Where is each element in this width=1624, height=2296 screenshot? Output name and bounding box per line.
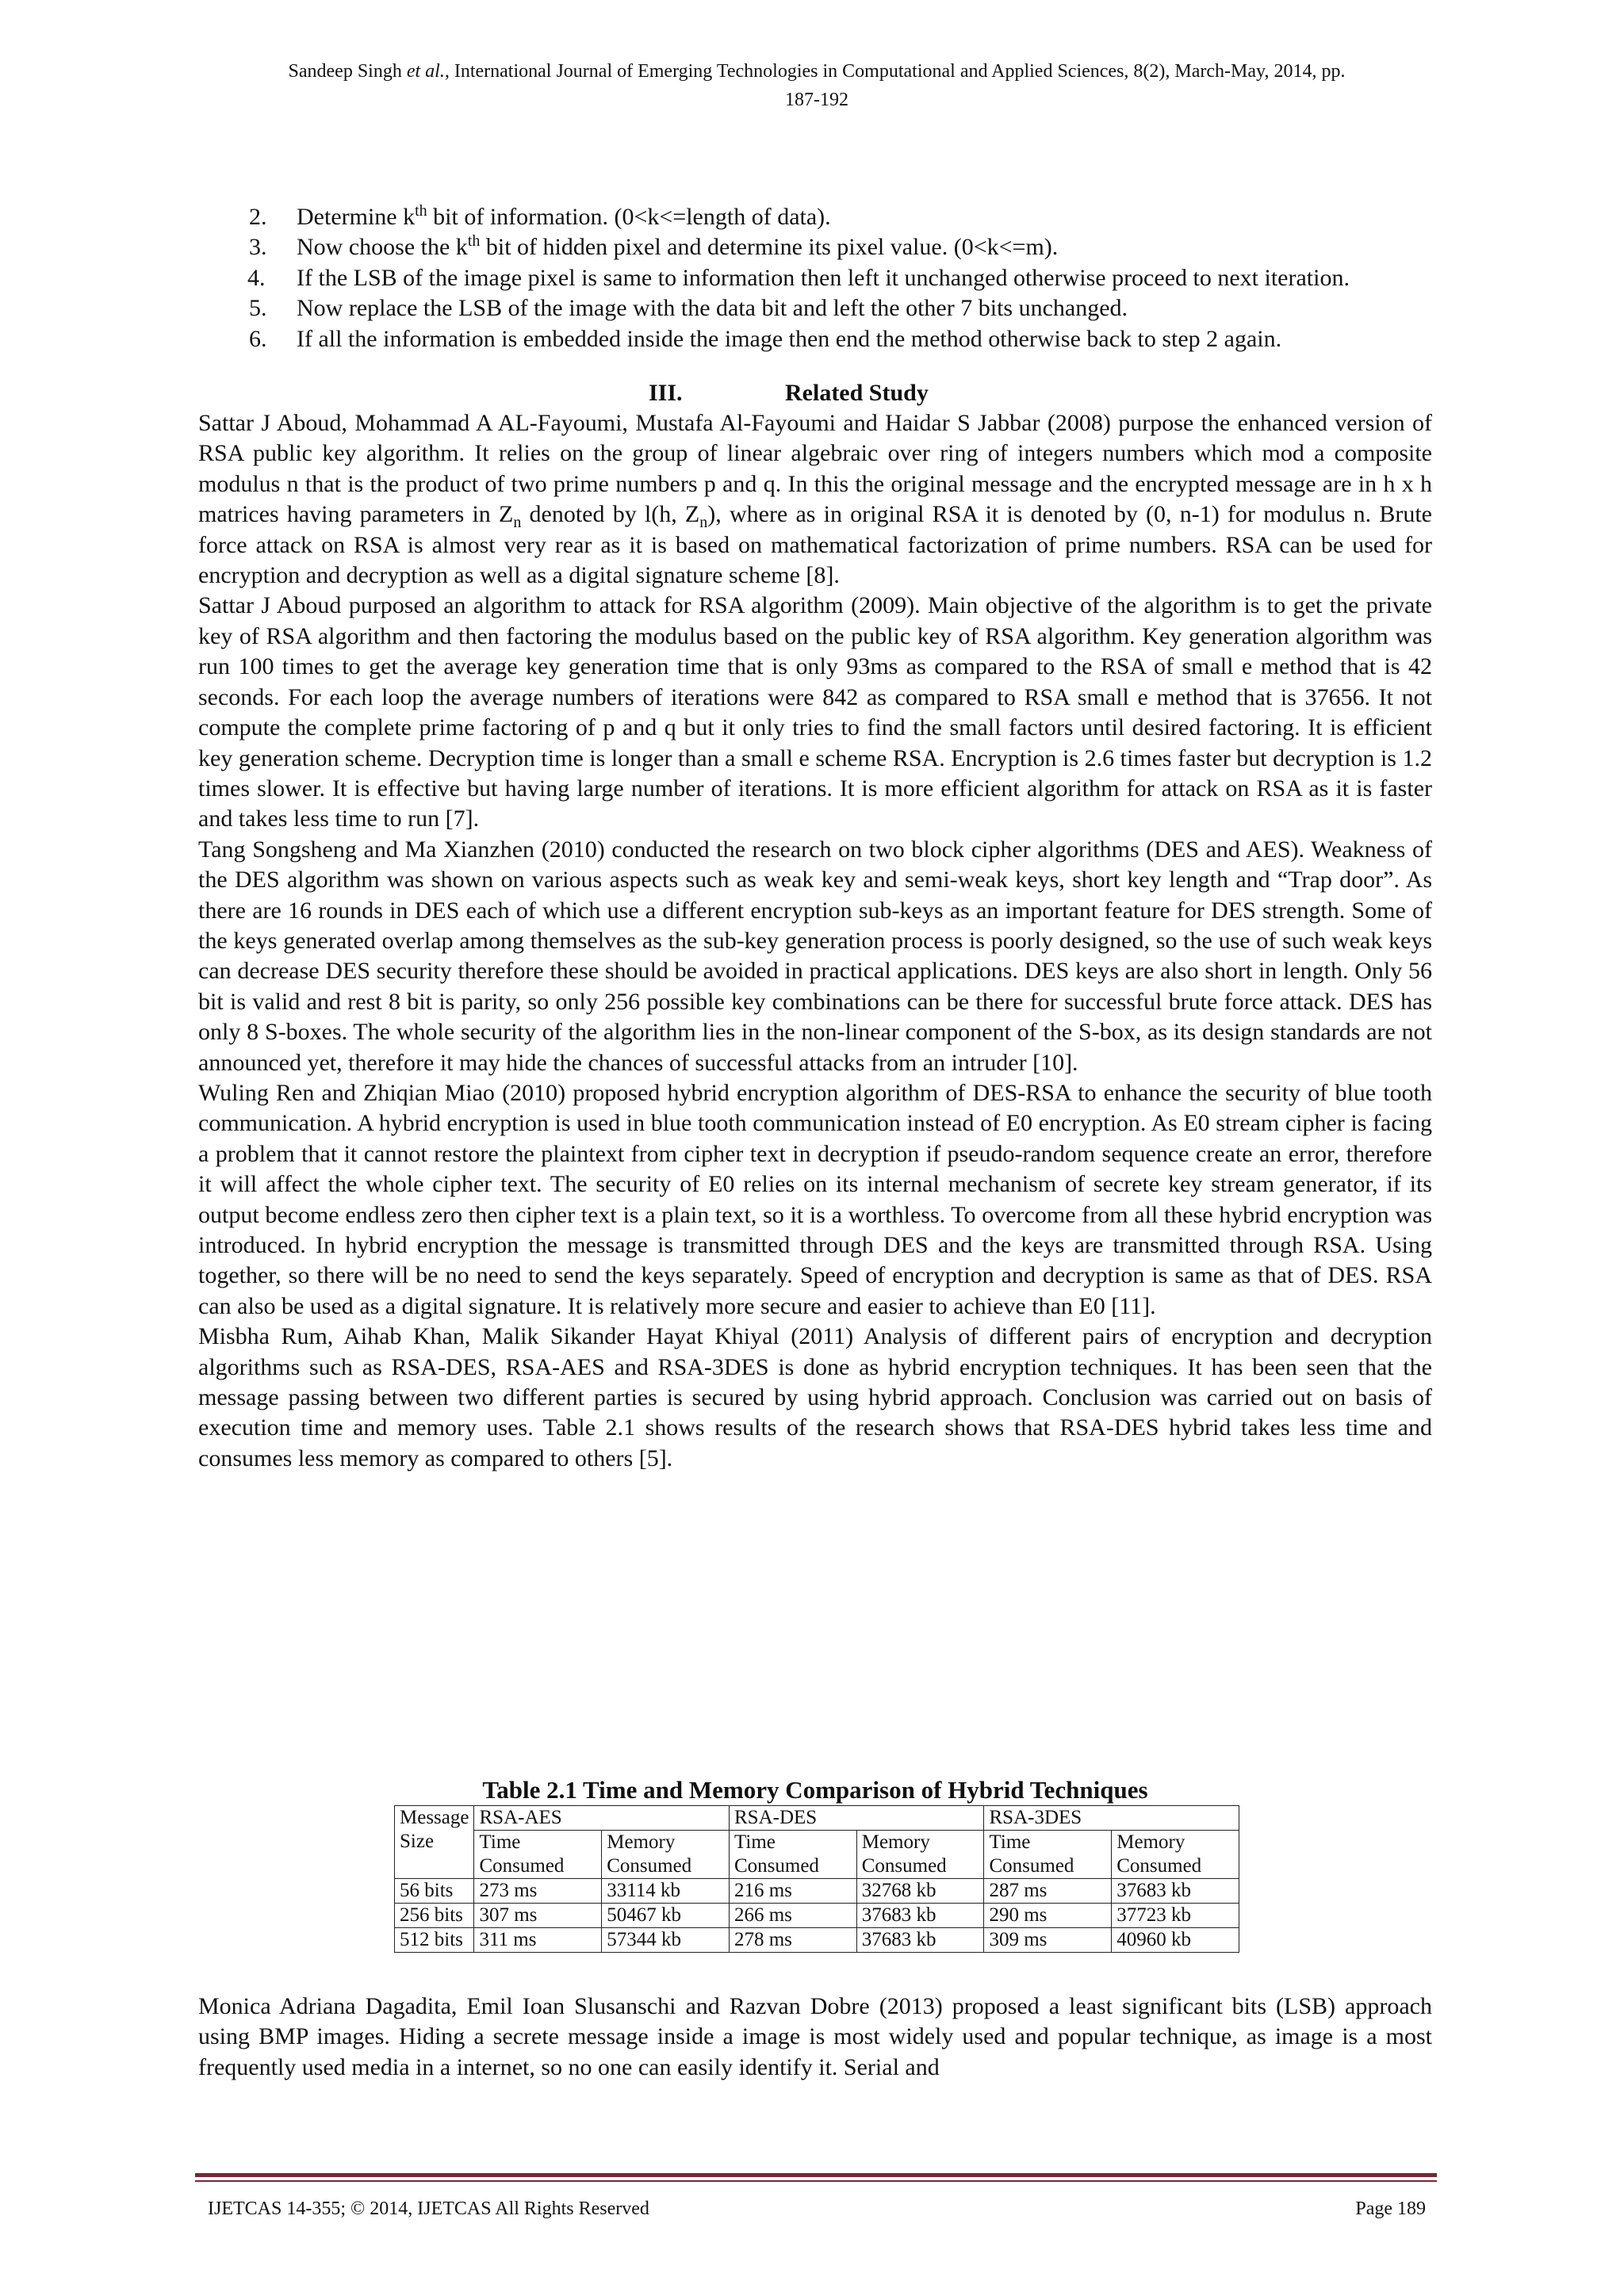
sub-line-2: Consumed <box>1116 1855 1202 1877</box>
header-pages: 187-192 <box>785 90 848 110</box>
table-cell: 32768 kb <box>856 1879 984 1904</box>
footer-rule-thick <box>195 2173 1437 2177</box>
paragraph-tang-2010: Tang Songsheng and Ma Xianzhen (2010) conducted the research on two block cipher algorithms (DES and AES). Weakness of the DES algorithm was shown on various aspects such as weak key and semi-weak keys, short key length and “Trap door”. As there are 16 rounds in DES each of which use a different encryption sub-keys as an important feature for DES strength. Some of the keys generated overlap among themselves as the sub-key generation process is poorly designed, so the use of such weak keys can decrease DES security therefore these should be avoided in practical applications. DES keys are also short in length. Only 56 bit is valid and rest 8 bit is parity, so only 256 possible key combinations can be there for successful brute force attack. DES has only 8 S-boxes. The whole security of the algorithm lies in the non-linear component of the S-box, as its design standards are not announced yet, therefore it may hide the chances of successful attacks from an intruder [10]. <box>198 836 1432 1076</box>
table-group-header: RSA-AES <box>474 1806 730 1831</box>
sub-line-2: Consumed <box>733 1855 819 1877</box>
table-subheader <box>602 1831 730 1879</box>
step-text-body: If the LSB of the image pixel is same to information then left it unchanged otherwise proceed to next iteration. <box>297 264 1350 291</box>
table-subheader <box>474 1831 602 1879</box>
table-cell: 56 bits <box>395 1879 474 1904</box>
section-title: Related Study <box>785 380 929 407</box>
section-heading <box>198 378 1432 408</box>
comparison-table <box>394 1805 1239 1953</box>
table-cell: 50467 kb <box>602 1904 730 1928</box>
table-corner-cell <box>395 1806 474 1879</box>
para1-subscript: n <box>699 514 708 532</box>
step-sup: th <box>467 232 481 251</box>
para1-part-a: Sattar J Aboud, Mohammad A AL-Fayoumi, Mustafa Al-Fayoumi and Haidar S Jabbar (2008) purpose the enhanced version of RSA public key algorithm. It relies on the group of linear algebraic over ring of integers numbers which mod a composite modulus n that is the product of two prime numbers p and q. In this the original message and the encrypted message are in h x h matrices having parameters in Z <box>198 410 1432 528</box>
table-caption: Table 2.1 Time and Memory Comparison of Hybrid Techniques <box>482 1776 1148 1804</box>
table-cell: 309 ms <box>984 1928 1112 1953</box>
section-number: III. <box>649 380 683 407</box>
table-cell: 311 ms <box>474 1928 602 1953</box>
step-number: 4. <box>247 264 266 291</box>
step-text <box>249 202 1432 232</box>
sub-line-1: Memory <box>607 1831 676 1853</box>
para1-part-b: denoted by l(h, Z <box>521 501 700 528</box>
footer-rule-thin <box>195 2180 1437 2182</box>
table-subheader <box>856 1831 984 1879</box>
sub-line-1: Time <box>733 1831 776 1853</box>
step-text: If all the information is embedded inside the image then end the method otherwise back to step 2 again. <box>297 325 1282 352</box>
step-text-pre: Determine k <box>297 204 416 230</box>
step-number: 6. <box>249 325 267 352</box>
corner-line-2: Size <box>400 1831 435 1852</box>
table-header-row <box>395 1806 1239 1831</box>
step-number: 5. <box>249 295 267 322</box>
table-subheader <box>729 1831 856 1879</box>
table-cell: 37683 kb <box>1112 1879 1239 1904</box>
table-cell: 290 ms <box>984 1904 1112 1928</box>
table-cell: 57344 kb <box>602 1928 730 1953</box>
table-group-header: RSA-DES <box>729 1806 984 1831</box>
step-text <box>249 232 1432 262</box>
step-item <box>198 232 1432 262</box>
body-text <box>198 202 1432 1474</box>
table-cell: 266 ms <box>729 1904 856 1928</box>
table-row <box>395 1904 1239 1928</box>
paragraph-aboud-2009: Sattar J Aboud purposed an algorithm to attack for RSA algorithm (2009). Main objective of the algorithm is to get the private key of RSA algorithm and then factoring the modulus based on the public key of RSA algorithm. Key generation algorithm was run 100 times to get the average key generation time that is only 93ms as compared to the RSA of small e method that is 42 seconds. For each loop the average numbers of iterations were 842 as compared to RSA small e method that is 37656. It not compute the complete prime factoring of p and q but it only tries to find the small factors until desired factoring. It is efficient key generation scheme. Decryption time is longer than a small e scheme RSA. Encryption is 2.6 times faster but decryption is 1.2 times slower. It is effective but having large number of iterations. It is more efficient algorithm for attack on RSA as it is faster and takes less time to run [7]. <box>198 592 1432 832</box>
step-number: 3. <box>249 234 267 261</box>
para1-part-c: ), where as in original RSA it is denoted by (0, n-1) for modulus n. Brute force attack on RSA is almost very rear as it is based on mathematical factorization of prime numbers. RSA can be used for encryption and decryption as well as a digital signature scheme [8]. <box>198 501 1433 589</box>
para1-subscript: n <box>513 514 522 532</box>
page-number: Page 189 <box>1355 2198 1426 2219</box>
step-text-pre: Now choose the k <box>297 234 468 261</box>
paragraph-ren-2010: Wuling Ren and Zhiqian Miao (2010) proposed hybrid encryption algorithm of DES-RSA to enhance the security of blue tooth communication. A hybrid encryption is used in blue tooth communication instead of E0 encryption. As E0 stream cipher is facing a problem that it cannot restore the plaintext from cipher text in decryption if pseudo-random sequence create an error, therefore it will affect the whole cipher text. The security of E0 relies on its internal mechanism of secrete key stream generator, if its output become endless zero then cipher text is a plain text, so it is a worthless. To overcome from all these hybrid encryption was introduced. In hybrid encryption the message is transmitted through DES and the keys are transmitted through RSA. Using together, so there will be no need to send the keys separately. Speed of encryption and decryption is same as that of DES. RSA can also be used as a digital signature. It is relatively more secure and easier to achieve than E0 [11]. <box>198 1079 1432 1319</box>
table-cell: 287 ms <box>984 1879 1112 1904</box>
header-author: Sandeep Singh <box>288 61 402 82</box>
paragraph-dagadita-2013: Monica Adriana Dagadita, Emil Ioan Slusanschi and Razvan Dobre (2013) proposed a least significant bits (LSB) approach using BMP images. Hiding a secrete message inside a image is most widely used and popular technique, as image is a most frequently used media in a internet, so no one can easily identify it. Serial and <box>198 1993 1432 2080</box>
sub-line-1: Memory <box>861 1831 930 1853</box>
step-text <box>247 263 1432 293</box>
step-text-post: bit of hidden pixel and determine its pixel value. (0<k<=m). <box>480 234 1059 261</box>
table-cell: 307 ms <box>474 1904 602 1928</box>
paragraph-aboud-2008 <box>198 408 1432 591</box>
paragraph-rum-2011: Misbha Rum, Aihab Khan, Malik Sikander Hayat Khiyal (2011) Analysis of different pairs of encryption and decryption algorithms such as RSA-DES, RSA-AES and RSA-3DES is done as hybrid encryption techniques. It has been seen that the message passing between two different parties is secured by using hybrid approach. Conclusion was carried out on basis of execution time and memory uses. Table 2.1 shows results of the research shows that RSA-DES hybrid takes less time and consumes less memory as compared to others [5]. <box>198 1323 1432 1471</box>
header-journal: International Journal of Emerging Technologies in Computational and Applied Sciences, 8(2), March-May, 2014, pp. <box>449 61 1346 82</box>
step-item <box>198 293 1432 323</box>
table-row <box>395 1879 1239 1904</box>
sub-line-1: Memory <box>1116 1831 1185 1853</box>
table-cell: 37683 kb <box>856 1904 984 1928</box>
table-row <box>395 1928 1239 1953</box>
step-sup: th <box>415 202 427 220</box>
step-item <box>198 263 1432 293</box>
step-text: Now replace the LSB of the image with the data bit and left the other 7 bits unchanged. <box>297 295 1128 322</box>
corner-line-1: Message <box>400 1807 469 1828</box>
sub-line-2: Consumed <box>989 1855 1074 1877</box>
step-text-post: bit of information. (0<k<=length of data). <box>427 204 831 230</box>
table-cell: 37683 kb <box>856 1928 984 1953</box>
table-cell: 37723 kb <box>1112 1904 1239 1928</box>
table-cell: 216 ms <box>729 1879 856 1904</box>
table-subheader <box>1112 1831 1239 1879</box>
running-header <box>198 57 1435 114</box>
footer-copyright: IJETCAS 14-355; © 2014, IJETCAS All Rights Reserved <box>208 2198 649 2219</box>
step-item <box>198 324 1432 354</box>
sub-line-2: Consumed <box>607 1855 692 1877</box>
table-subheader <box>984 1831 1112 1879</box>
table-subheader-row <box>395 1831 1239 1879</box>
table-cell: 256 bits <box>395 1904 474 1928</box>
table-cell: 273 ms <box>474 1879 602 1904</box>
table-cell: 278 ms <box>729 1928 856 1953</box>
step-item <box>198 202 1432 232</box>
step-number: 2. <box>249 204 267 230</box>
table-cell: 33114 kb <box>602 1879 730 1904</box>
sub-line-1: Time <box>479 1831 521 1853</box>
table-group-header: RSA-3DES <box>984 1806 1239 1831</box>
algorithm-steps <box>198 202 1432 354</box>
sub-line-2: Consumed <box>861 1855 947 1877</box>
sub-line-1: Time <box>989 1831 1031 1853</box>
sub-line-2: Consumed <box>479 1855 565 1877</box>
header-etal: et al., <box>406 61 450 82</box>
table-cell: 40960 kb <box>1112 1928 1239 1953</box>
table-cell: 512 bits <box>395 1928 474 1953</box>
